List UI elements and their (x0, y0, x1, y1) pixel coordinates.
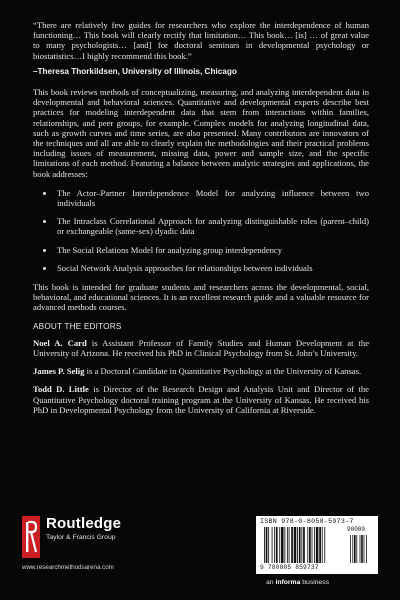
barcode-bar (272, 527, 273, 563)
barcode-addon-bar (352, 535, 353, 563)
cover-text-block (33, 20, 369, 423)
price-addon: 90000 (347, 526, 366, 533)
barcode-addon-bar (361, 535, 363, 563)
barcode-bar (297, 527, 298, 563)
barcode-bar (289, 527, 290, 563)
barcode-bar (307, 527, 308, 563)
editor-bio (33, 366, 369, 376)
publisher-group: Taylor & Francis Group (46, 534, 116, 541)
editor-name: Noel A. Card (33, 337, 87, 348)
informa-prefix: an (266, 579, 276, 586)
barcode-bar (281, 527, 284, 563)
editor-bio (33, 384, 369, 415)
barcode-addon-bar (354, 535, 356, 563)
barcode-bar (309, 527, 311, 563)
barcode-bar (299, 527, 301, 563)
barcode-bar (294, 527, 297, 563)
barcode-bar (316, 527, 319, 563)
publisher-url[interactable]: www.researchmethodsarena.com (22, 564, 114, 571)
editor-bio-text: is Assistant Professor of Family Studies and Human Development at the University of Arizona. He received his PhD in Clinical Psychology from St. John’s University. (33, 337, 370, 359)
informa-name: informa (275, 579, 301, 586)
editor-bio (33, 338, 369, 358)
barcode-bar (279, 527, 280, 563)
barcode-bar (268, 527, 269, 563)
barcode-bar (276, 527, 278, 563)
barcode-bar (322, 527, 323, 563)
barcode-bar (291, 527, 293, 563)
barcode-bar (303, 527, 305, 563)
publisher-block (22, 514, 212, 584)
editor-name: James P. Selig (33, 366, 85, 377)
barcode-addon-bar (356, 535, 357, 563)
barcode-addon-bar (366, 535, 367, 563)
barcode-addon-bar (364, 535, 365, 563)
topics-list (33, 188, 369, 273)
barcode-digits: 9 780805 859737 (260, 564, 319, 571)
audience-statement: This book is intended for graduate students and researchers across the developmental, social, behavioral, and educational sciences. It is an excellent research guide and a valuable resource for advanced methods courses. (33, 282, 369, 313)
barcode-addon-bar (350, 535, 351, 563)
editors-heading: ABOUT THE EDITORS (33, 321, 122, 331)
barcode-bar (274, 527, 275, 563)
barcode-bar (301, 527, 302, 563)
editor-bio-text: is a Doctoral Candidate in Quantitative Psychology at the University of Kansas. (84, 366, 362, 377)
barcode-bar (284, 527, 285, 563)
informa-suffix: business (300, 579, 330, 586)
barcode-bar (266, 527, 268, 563)
isbn-label: ISBN 978-0-8058-5973-7 (260, 518, 354, 525)
barcode-bar (287, 527, 288, 563)
barcode-bar (319, 527, 321, 563)
editor-name: Todd D. Little (33, 384, 89, 395)
topic-item: • Social Network Analysis approaches for relationships between individuals (55, 263, 369, 273)
topic-item: • The Social Relations Model for analyzing group interdependency (55, 245, 369, 255)
barcode-bar (312, 527, 313, 563)
isbn-barcode (256, 516, 378, 574)
informa-tagline (266, 579, 329, 586)
routledge-logo-icon (22, 516, 40, 558)
topic-item: • The Actor–Partner Interdependence Model for analyzing influence between two individuals (55, 188, 369, 208)
topic-item: • The Intraclass Correlational Approach for analyzing distinguishable roles (parent–child) or exchangeable (same-sex) dyadic data (55, 216, 369, 236)
barcode-addon-bar (360, 535, 361, 563)
barcode-bar (314, 527, 315, 563)
publisher-name: Routledge (46, 515, 122, 532)
book-description: This book reviews methods of conceptualizing, measuring, and analyzing interdependent data in developmental and behavioral sciences. Quantitative and developmental experts describe best practices for modeling interdependent data that stem from interactions within families, relationships, and peer groups, for example. Complex models for analyzing longitudinal data, such as growth curves and time series, are also presented. Many contributors are innovators of the techniques and all are able to clearly explain the methodologies and their practical problems including issues of measurement, missing data, power and sample size, and the specific limitations of each method. Featuring a balance between analytic strategies and applications, the book addresses: (33, 87, 369, 179)
editor-bio-text: is Director of the Research Design and Analysis Unit and Director of the Quantitative Psychology doctoral training program at the University of Kansas. He received his PhD in Developmental Psychology from the University of California at Riverside. (33, 384, 369, 415)
barcode-bar (264, 527, 265, 563)
review-quote: “There are relatively few guides for researchers who explore the interdependence of human functioning… This book will clearly rectify that limitation… This book… [is] … of great value to many psychologists… [and] for doctoral seminars in developmental psychology or biostatistics…I highly recommend this book.” (33, 20, 369, 61)
barcode-bar (324, 527, 325, 563)
quote-attribution: –Theresa Thorkildsen, University of Illinois, Chicago (33, 66, 237, 76)
